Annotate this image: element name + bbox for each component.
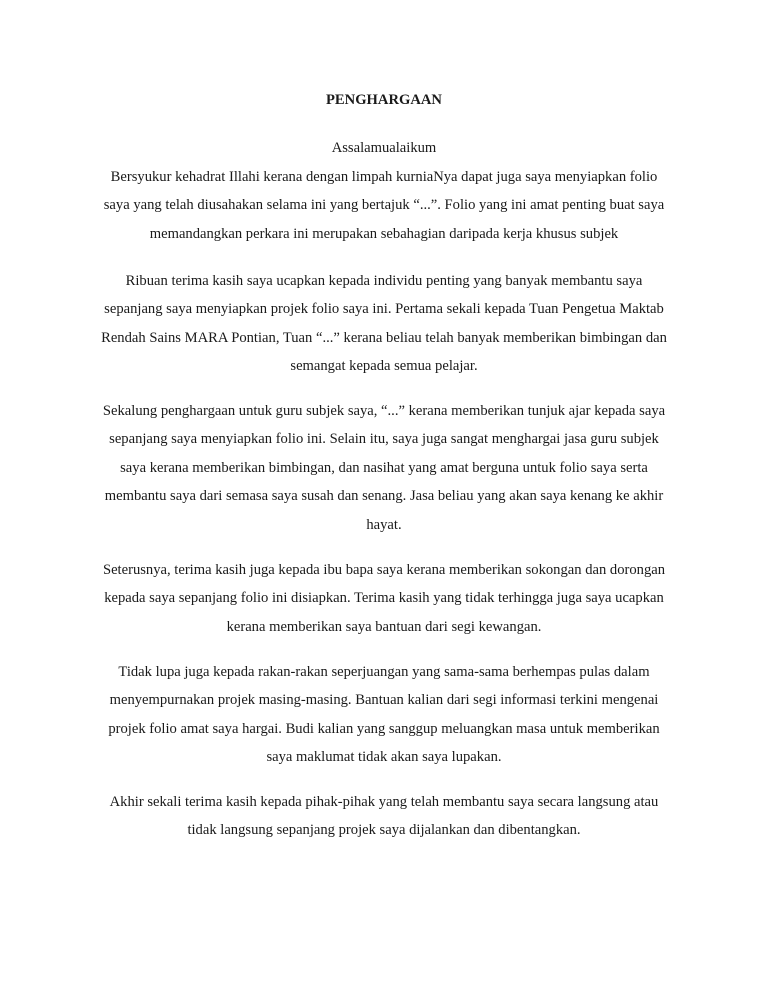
paragraph-line: saya kerana memberikan bimbingan, dan nasihat yang amat berguna untuk folio saya serta	[120, 459, 648, 476]
paragraph-5	[84, 658, 684, 772]
paragraph-line: Bersyukur kehadrat Illahi kerana dengan limpah kurniaNya dapat juga saya menyiapkan folio	[110, 169, 658, 185]
paragraph-line: projek folio amat saya hargai. Budi kalian yang sanggup meluangkan masa untuk memberikan	[108, 720, 660, 737]
paragraph-line: Rendah Sains MARA Pontian, Tuan “...” kerana beliau telah banyak memberikan bimbingan dan	[101, 329, 667, 346]
paragraph-line: membantu saya dari semasa saya susah dan senang. Jasa beliau yang akan saya kenang ke akhir	[104, 488, 664, 505]
greeting-text: Assalamualaikum	[331, 140, 437, 156]
paragraph-4	[84, 556, 684, 641]
paragraph-line: menyempurnakan projek masing-masing. Bantuan kalian dari segi informasi terkini mengenai	[109, 692, 659, 709]
page-title: PENGHARGAAN	[326, 92, 442, 108]
paragraph-line: semangat kepada semua pelajar.	[290, 358, 478, 375]
paragraph-6	[84, 788, 684, 845]
paragraph-line: kepada saya sepanjang folio ini disiapkan. Terima kasih yang tidak terhingga juga saya ucapkan	[104, 590, 664, 607]
paragraph-3	[84, 397, 684, 539]
paragraph-line: sepanjang saya menyiapkan folio ini. Selain itu, saya juga sangat menghargai jasa guru subjek	[109, 431, 659, 448]
paragraph-line: memandangkan perkara ini merupakan sebahagian daripada kerja khusus subjek	[149, 225, 619, 242]
paragraph-line: Akhir sekali terima kasih kepada pihak-pihak yang telah membantu saya secara langsung atau	[109, 794, 659, 810]
paragraph-line: Sekalung penghargaan untuk guru subjek saya, “...” kerana memberikan tunjuk ajar kepada saya	[102, 403, 666, 419]
paragraph-line: sepanjang saya menyiapkan projek folio saya ini. Pertama sekali kepada Tuan Pengetua Maktab	[104, 301, 664, 318]
paragraph-2	[84, 267, 684, 381]
paragraph-line: Ribuan terima kasih saya ucapkan kepada individu penting yang banyak membantu saya	[125, 273, 643, 289]
paragraph-line: hayat.	[366, 516, 402, 533]
paragraph-line: saya maklumat tidak akan saya lupakan.	[266, 749, 502, 766]
paragraph-1	[84, 163, 684, 248]
paragraph-line: Seterusnya, terima kasih juga kepada ibu bapa saya kerana memberikan sokongan dan dorongan	[102, 562, 666, 578]
paragraph-line: Tidak lupa juga kepada rakan-rakan seperjuangan yang sama-sama berhempas pulas dalam	[118, 664, 650, 680]
paragraph-line: kerana memberikan saya bantuan dari segi kewangan.	[226, 618, 542, 635]
paragraph-line: tidak langsung sepanjang projek saya dijalankan dan dibentangkan.	[187, 822, 581, 839]
paragraph-line: saya yang telah diusahakan selama ini yang bertajuk “...”. Folio yang ini amat penting buat saya	[103, 197, 665, 214]
